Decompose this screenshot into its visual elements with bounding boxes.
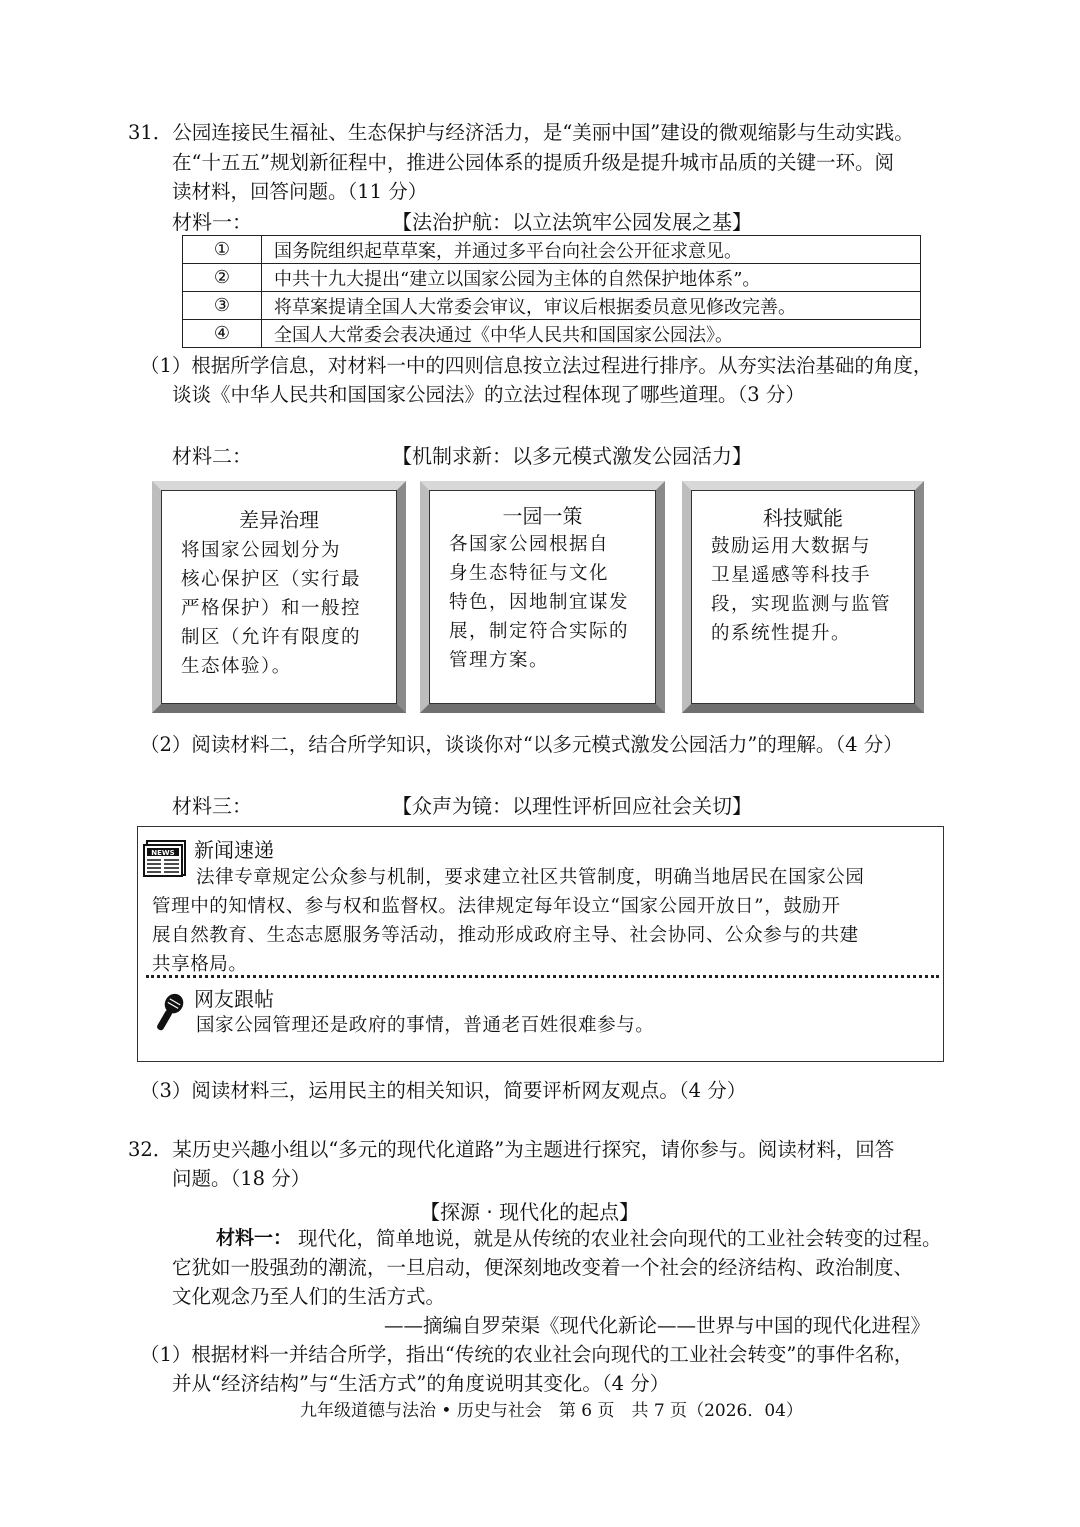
q32-intro-line-1: 32．某历史兴趣小组以“多元的现代化道路”为主题进行探究，请你参与。阅读材料，回答 bbox=[128, 1138, 895, 1161]
card-line: 核心保护区（实行最 bbox=[181, 569, 362, 590]
card-line: 各国家公园根据自 bbox=[449, 534, 610, 555]
row-number: ② bbox=[183, 264, 262, 292]
card-line: 特色，因地制宜谋发 bbox=[449, 592, 630, 613]
q31-subquestion-1-line-2: 谈谈《中华人民共和国国家公园法》的立法过程体现了哪些道理。（3 分） bbox=[172, 383, 805, 406]
card-line: 段，实现监测与监管 bbox=[711, 594, 892, 615]
q32-intro-line-2: 问题。（18 分） bbox=[172, 1167, 311, 1190]
card-line: 卫星遥感等科技手 bbox=[711, 565, 872, 586]
q32-section-title: 【探源 · 现代化的起点】 bbox=[420, 1200, 640, 1224]
material-1-label: 材料一： bbox=[172, 210, 252, 234]
material-3-title: 【众声为镜：以理性评析回应社会关切】 bbox=[392, 794, 752, 818]
page-footer: 九年级道德与法治 • 历史与社会 第 6 页 共 7 页（2026．04） bbox=[300, 1401, 803, 1421]
card-line: 制区（允许有限度的 bbox=[181, 627, 362, 648]
card-line: 的系统性提升。 bbox=[711, 623, 852, 644]
card-line: 将国家公园划分为 bbox=[181, 540, 342, 561]
q31-intro-line-1: 31．公园连接民生福祉、生态保护与经济活力，是“美丽中国”建设的微观缩影与生动实践。 bbox=[128, 121, 914, 144]
q31-subquestion-2: （2）阅读材料二，结合所学知识，谈谈你对“以多元模式激发公园活力”的理解。（4 分） bbox=[140, 733, 903, 756]
q31-intro-line-2: 在“十五五”规划新征程中，推进公园体系的提质升级是提升城市品质的关键一环。阅 bbox=[172, 151, 894, 174]
q32-material-1-line-1: 现代化，简单地说，就是从传统的农业社会向现代的工业社会转变的过程。 bbox=[298, 1227, 942, 1250]
q32-material-1-line-2: 它犹如一股强劲的潮流，一旦启动，便深刻地改变着一个社会的经济结构、政治制度、 bbox=[172, 1256, 914, 1279]
table-row bbox=[183, 264, 921, 292]
card-line: 管理方案。 bbox=[449, 650, 550, 671]
card-line: 展，制定符合实际的 bbox=[449, 621, 630, 642]
news-line-3: 展自然教育、生态志愿服务等活动，推动形成政府主导、社会协同、公众参与的共建 bbox=[152, 925, 859, 946]
news-title: 新闻速递 bbox=[194, 838, 274, 862]
card-tech-empowerment bbox=[682, 481, 924, 713]
row-number: ① bbox=[183, 236, 262, 264]
row-number: ③ bbox=[183, 292, 262, 320]
card-line: 严格保护）和一般控 bbox=[181, 598, 362, 619]
news-line-4: 共享格局。 bbox=[152, 954, 248, 975]
row-text: 中共十九大提出“建立以国家公园为主体的自然保护地体系”。 bbox=[262, 264, 921, 292]
news-badge-text: NEWS bbox=[151, 849, 175, 857]
q31-intro-line-3: 读材料，回答问题。（11 分） bbox=[172, 180, 428, 203]
q32-material-1-label: 材料一： bbox=[216, 1227, 293, 1249]
row-text: 全国人大常委会表决通过《中华人民共和国国家公园法》。 bbox=[262, 320, 921, 348]
card-title: 差异治理 bbox=[239, 508, 319, 532]
material-2-label: 材料二： bbox=[172, 444, 252, 468]
card-title: 一园一策 bbox=[502, 504, 583, 528]
q32-subquestion-1-line-2: 并从“经济结构”与“生活方式”的角度说明其变化。（4 分） bbox=[172, 1372, 670, 1395]
forum-text: 国家公园管理还是政府的事情，普通老百姓很难参与。 bbox=[196, 1015, 655, 1036]
card-line: 鼓励运用大数据与 bbox=[711, 536, 872, 557]
table-row bbox=[183, 320, 921, 348]
q32-material-1-line-3: 文化观念乃至人们的生活方式。 bbox=[172, 1285, 446, 1308]
table-row bbox=[183, 292, 921, 320]
card-title: 科技赋能 bbox=[763, 506, 843, 530]
card-line: 生态体验）。 bbox=[181, 656, 292, 677]
row-text: 国务院组织起草草案，并通过多平台向社会公开征求意见。 bbox=[262, 236, 921, 264]
material-1-table bbox=[182, 235, 921, 348]
card-line: 身生态特征与文化 bbox=[449, 563, 610, 584]
q31-subquestion-1-line-1: （1）根据所学信息，对材料一中的四则信息按立法过程进行排序。从夯实法治基础的角度， bbox=[140, 354, 933, 377]
row-text: 将草案提请全国人大常委会审议，审议后根据委员意见修改完善。 bbox=[262, 292, 921, 320]
q32-subquestion-1-line-1: （1）根据材料一并结合所学，指出“传统的农业社会向现代的工业社会转变”的事件名称， bbox=[140, 1343, 914, 1366]
card-one-park-one-policy bbox=[420, 481, 665, 713]
material-2-title: 【机制求新：以多元模式激发公园活力】 bbox=[392, 444, 752, 468]
microphone-icon bbox=[150, 992, 186, 1038]
forum-title: 网友跟帖 bbox=[194, 987, 274, 1011]
news-line-1: 法律专章规定公众参与机制，要求建立社区共管制度，明确当地居民在国家公园 bbox=[196, 867, 865, 888]
q31-subquestion-3: （3）阅读材料三，运用民主的相关知识，简要评析网友观点。（4 分） bbox=[140, 1079, 747, 1102]
news-line-2: 管理中的知情权、参与权和监督权。法律规定每年设立“国家公园开放日”，鼓励开 bbox=[152, 896, 841, 917]
card-differentiated-governance bbox=[152, 481, 406, 713]
material-3-label: 材料三： bbox=[172, 794, 252, 818]
q32-material-1-source: ——摘编自罗荣渠《现代化新论——世界与中国的现代化进程》 bbox=[384, 1314, 931, 1337]
table-row bbox=[183, 236, 921, 264]
material-1-title: 【法治护航：以立法筑牢公园发展之基】 bbox=[392, 210, 752, 234]
dotted-divider bbox=[146, 975, 939, 978]
newspaper-icon bbox=[143, 838, 189, 878]
row-number: ④ bbox=[183, 320, 262, 348]
